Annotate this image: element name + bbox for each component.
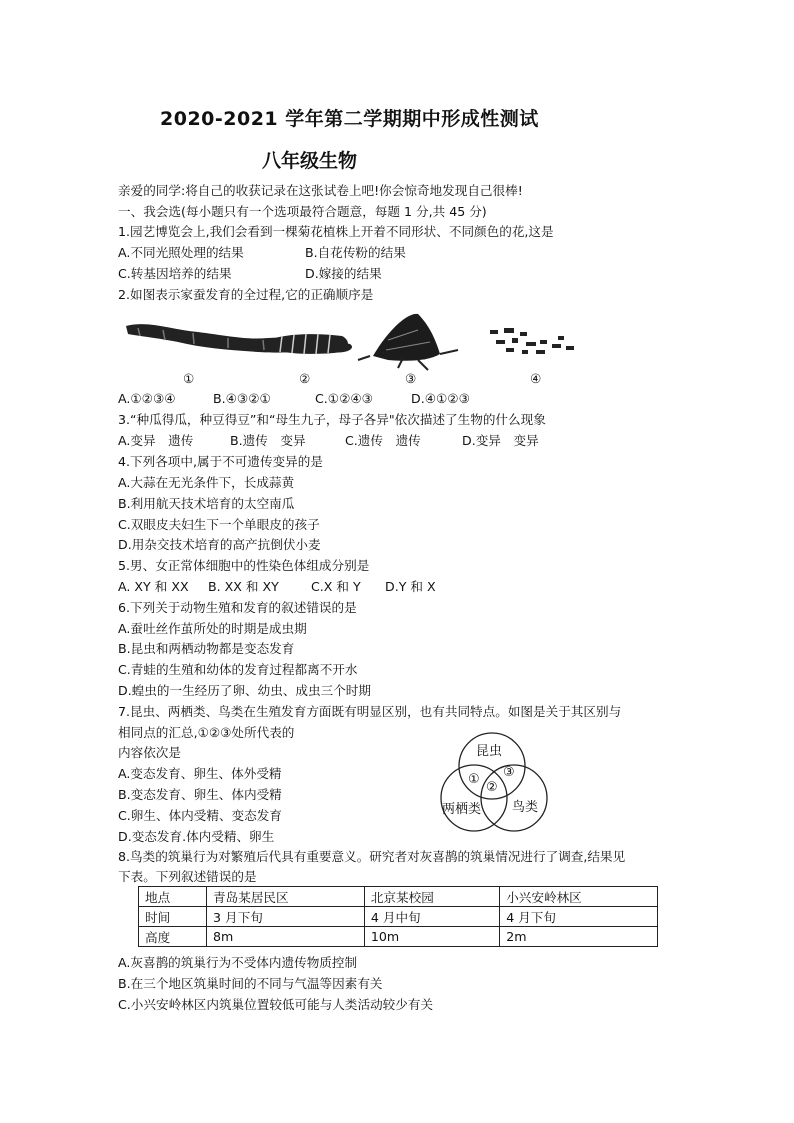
q5-option-d: D.Y 和 X [385,579,436,594]
q6-option-a: A.蚕吐丝作茧所处的时期是成虫期 [118,621,307,636]
q2-label-4: ④ [530,371,542,386]
q8-option-c: C.小兴安岭林区内筑巢位置较低可能与人类活动较少有关 [118,997,434,1012]
q8-stem-line2: 下表。下列叙述错误的是 [118,869,257,884]
q2-option-c: C.①②④③ [315,391,373,406]
q5-option-b: B. XX 和 XY [208,579,279,594]
q6-stem: 6.下列关于动物生殖和发育的叙述错误的是 [118,600,357,615]
venn-diagram [438,730,550,834]
q3-option-b: B.遗传 变异 [230,433,306,448]
exam-subtitle: 八年级生物 [262,150,358,172]
venn-region-3: ③ [503,765,515,780]
q3-option-a: A.变异 遗传 [118,433,194,448]
section-heading: 一、我会选(每小题只有一个选项最符合题意，每题 1 分,共 45 分) [118,204,487,219]
table-row [139,927,658,947]
table-cell: 8m [207,927,365,947]
q5-option-a: A. XY 和 XX [118,579,189,594]
q7-option-c: C.卵生、体内受精、变态发育 [118,808,282,823]
table-cell: 10m [364,927,499,947]
table-row [139,907,658,927]
table-cell: 3 月下旬 [207,907,365,927]
q4-option-b: B.利用航天技术培育的太空南瓜 [118,496,295,511]
q4-stem: 4.下列各项中,属于不可遗传变异的是 [118,454,323,469]
q1-stem: 1.园艺博览会上,我们会看到一棵菊花植株上开着不同形状、不同颜色的花,这是 [118,224,554,239]
q1-option-a: A.不同光照处理的结果 [118,245,244,260]
table-cell: 时间 [139,907,207,927]
q2-label-3: ③ [405,371,417,386]
q8-stem-line1: 8.鸟类的筑巢行为对繁殖后代具有重要意义。研究者对灰喜鹊的筑巢情况进行了调查,结果见 [118,849,626,864]
q7-option-a: A.变态发育、卵生、体外受精 [118,766,282,781]
table-cell: 地点 [139,887,207,907]
table-cell: 青岛某居民区 [207,887,365,907]
q7-stem-line3: 内容依次是 [118,745,181,760]
table-row [139,887,658,907]
q3-option-d: D.变异 变异 [462,433,539,448]
venn-label-bird: 鸟类 [512,800,539,815]
exam-title: 2020-2021 学年第二学期期中形成性测试 [160,108,539,130]
q6-option-c: C.青蛙的生殖和幼体的发育过程都离不开水 [118,662,358,677]
table-cell: 2m [500,927,658,947]
nesting-survey-table [138,886,658,947]
intro-text: 亲爱的同学:将自己的收获记录在这张试卷上吧!你会惊奇地发现自己很棒! [118,183,523,198]
q6-option-b: B.昆虫和两栖动物都是变态发育 [118,641,295,656]
q6-option-d: D.蝗虫的一生经历了卵、幼虫、成虫三个时期 [118,683,371,698]
q2-option-b: B.④③②① [213,391,271,406]
table-cell: 高度 [139,927,207,947]
q2-label-1: ① [183,371,195,386]
q7-option-b: B.变态发育、卵生、体内受精 [118,787,282,802]
q1-option-d: D.嫁接的结果 [305,266,382,281]
silkworm-pupa-shape [262,330,352,358]
q5-stem: 5.男、女正常体细胞中的性染色体组成分别是 [118,558,370,573]
venn-label-amphibian: 两栖类 [442,802,482,817]
q5-option-c: C.X 和 Y [311,579,361,594]
q3-option-c: C.遗传 遗传 [345,433,421,448]
q1-option-b: B.自花传粉的结果 [305,245,406,260]
table-cell: 小兴安岭林区 [500,887,658,907]
q7-stem-line2: 相同点的汇总,①②③处所代表的 [118,725,295,740]
q4-option-d: D.用杂交技术培育的高产抗倒伏小麦 [118,537,321,552]
q1-option-c: C.转基因培养的结果 [118,266,232,281]
q8-option-b: B.在三个地区筑巢时间的不同与气温等因素有关 [118,976,383,991]
table-cell: 4 月下旬 [500,907,658,927]
table-cell: 北京某校园 [364,887,499,907]
venn-region-2: ② [486,780,498,795]
q3-stem: 3.“种瓜得瓜，种豆得豆”和“母生九子，母子各异"依次描述了生物的什么现象 [118,412,546,427]
q7-option-d: D.变态发育.体内受精、卵生 [118,829,275,844]
venn-region-1: ① [468,772,480,787]
q7-stem-line1: 7.昆虫、两栖类、鸟类在生殖发育方面既有明显区别，也有共同特点。如图是关于其区别与 [118,704,622,719]
q2-stem: 2.如图表示家蚕发育的全过程,它的正确顺序是 [118,287,374,302]
q8-option-a: A.灰喜鹊的筑巢行为不受体内遗传物质控制 [118,955,358,970]
table-cell: 4 月中旬 [364,907,499,927]
q4-option-a: A.大蒜在无光条件下，长成蒜黄 [118,475,295,490]
venn-label-insect: 昆虫 [476,744,503,759]
q2-option-a: A.①②③④ [118,391,176,406]
q2-option-d: D.④①②③ [411,391,470,406]
q4-option-c: C.双眼皮夫妇生下一个单眼皮的孩子 [118,517,320,532]
q2-label-2: ② [299,371,311,386]
